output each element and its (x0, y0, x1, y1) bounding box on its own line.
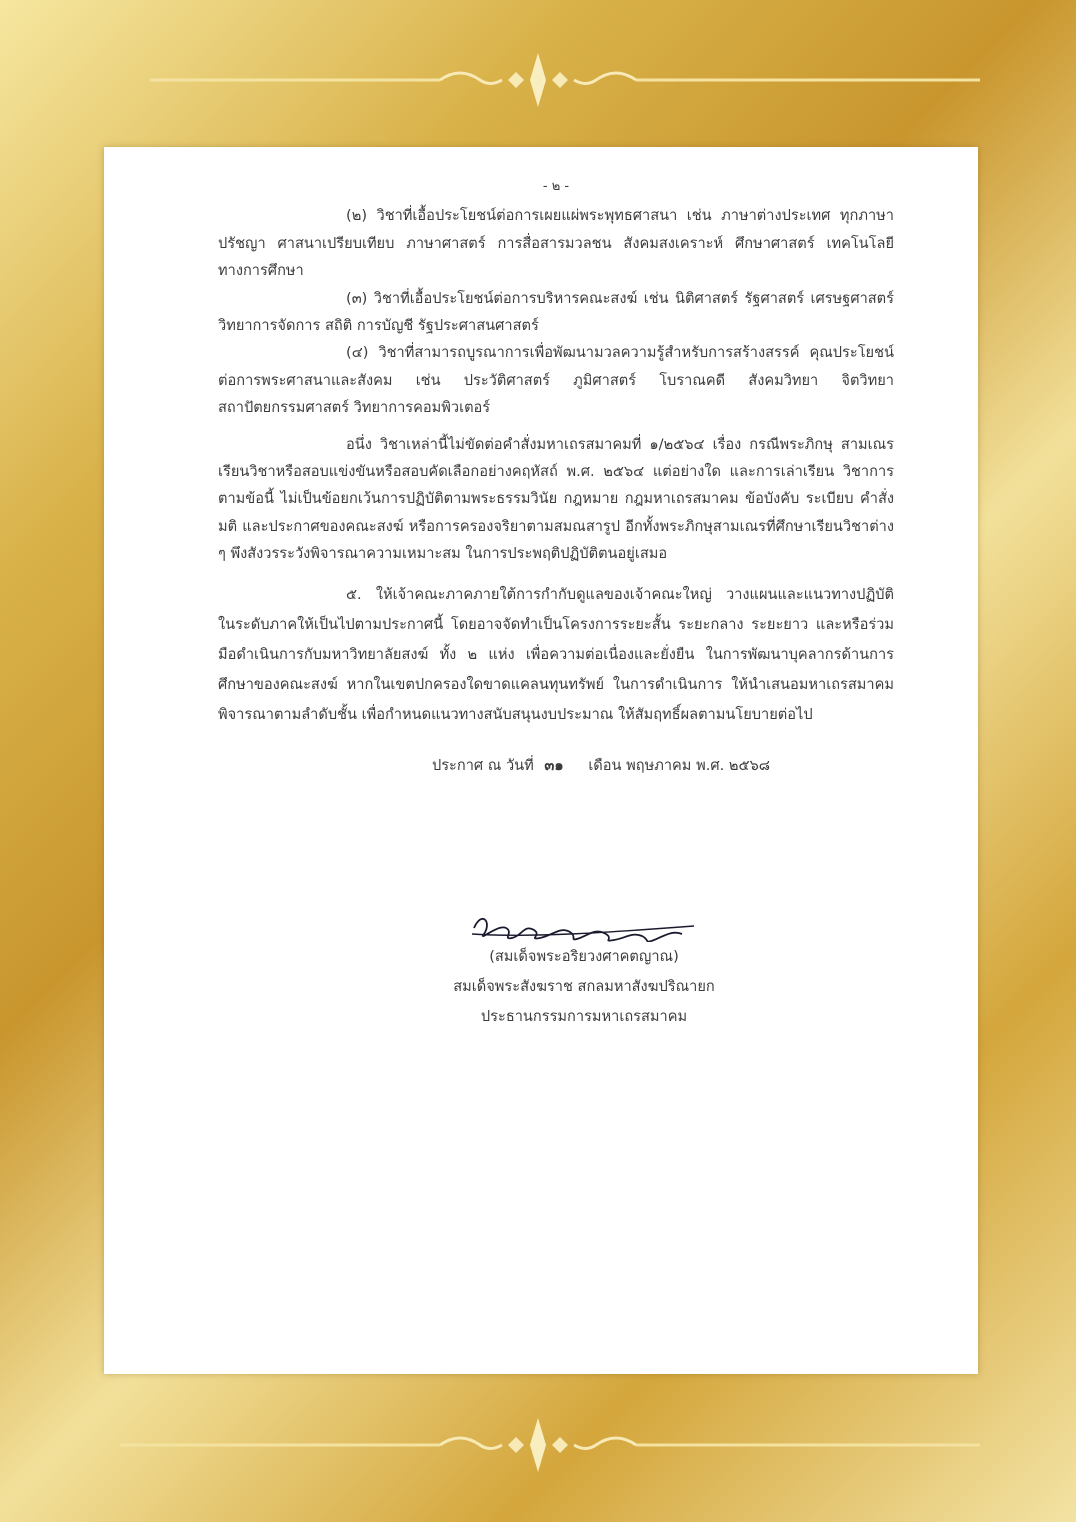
page-number: - ๒ - (542, 179, 570, 194)
dateline-day: ๓๑ (544, 756, 564, 774)
paragraph-item-5: ๕. ให้เจ้าคณะภาคภายใต้การกำกับดูแลของเจ้าคณะใหญ่ วางแผนและแนวทางปฏิบัติ ในระดับภาคให้เป็นไปตามประกาศนี้ โดยอาจจัดทำเป็นโครงการระยะสั้น ระยะกลาง ระยะยาว และหรือร่วมมือดำเนินการกับมหาวิทยาลัยสงฆ์ ทั้ง ๒ แห่ง เพื่อความต่อเนื่องและยั่งยืน ในการพัฒนาบุคลากรด้านการศึกษาของคณะสงฆ์ หากในเขตปกครองใดขาดแคลนทุนทรัพย์ ในการดำเนินการ ให้นำเสนอมหาเถรสมาคมพิจารณาตามลำดับชั้น เพื่อกำหนดแนวทางสนับสนุนงบประมาณ ให้สัมฤทธิ์ผลตามนโยบายต่อไป (218, 585, 894, 723)
paragraph-item-2: (๒) วิชาที่เอื้อประโยชน์ต่อการเผยแผ่พระพุทธศาสนา เช่น ภาษาต่างประเทศ ทุกภาษา ปรัชญา ศาสนาเปรียบเทียบ ภาษาศาสตร์ การสื่อสารมวลชน สังคมสงเคราะห์ ศึกษาศาสตร์ เทคโนโลยีทางการศึกษา (218, 207, 894, 280)
dateline-suffix: เดือน พฤษภาคม พ.ศ. ๒๕๖๘ (588, 756, 771, 774)
document-page (104, 147, 978, 1374)
paragraph-item-4: (๔) วิชาที่สามารถบูรณาการเพื่อพัฒนามวลความรู้สำหรับการสร้างสรรค์ คุณประโยชน์ต่อการพระศาสนาและสังคม เช่น ประวัติศาสตร์ ภูมิศาสตร์ โบราณคดี สังคมวิทยา จิตวิทยา สถาปัตยกรรมศาสตร์ วิทยาการคอมพิวเตอร์ (218, 344, 894, 417)
signature-block (404, 902, 764, 1032)
signer-name: (สมเด็จพระอริยวงศาคตญาณ) (489, 948, 679, 965)
paragraph-note: อนึ่ง วิชาเหล่านี้ไม่ขัดต่อคำสั่งมหาเถรสมาคมที่ ๑/๒๕๖๔ เรื่อง กรณีพระภิกษุ สามเณร เรียนวิชาหรือสอบแข่งขันหรือสอบคัดเลือกอย่างคฤหัสถ์ พ.ศ. ๒๕๖๔ แต่อย่างใด และการเล่าเรียน วิชาการตามข้อนี้ ไม่เป็นข้อยกเว้นการปฏิบัติตามพระธรรมวินัย กฎหมาย กฎมหาเถรสมาคม ข้อบังคับ ระเบียบ คำสั่ง มติ และประกาศของคณะสงฆ์ หรือการครองจริยาตามสมณสารูป อีกทั้งพระภิกษุสามเณรที่ศึกษาเรียนวิชาต่าง ๆ พึงสังวรระวังพิจารณาความเหมาะสม ในการประพฤติปฏิบัติตนอยู่เสมอ (218, 435, 894, 563)
signer-position: ประธานกรรมการมหาเถรสมาคม (480, 1008, 688, 1025)
ornament-divider-icon (0, 45, 1076, 115)
signature-icon (464, 902, 704, 942)
paragraph-item-3: (๓) วิชาที่เอื้อประโยชน์ต่อการบริหารคณะสงฆ์ เช่น นิติศาสตร์ รัฐศาสตร์ เศรษฐศาสตร์ วิทยาการจัดการ สถิติ การบัญชี รัฐประศาสนศาสตร์ (218, 289, 894, 335)
signer-title: สมเด็จพระสังฆราช สกลมหาสังฆปริณายก (453, 978, 715, 995)
ornament-divider-icon (0, 1410, 1076, 1480)
document-body (218, 173, 894, 779)
dateline-prefix: ประกาศ ณ วันที่ (431, 756, 534, 774)
dateline (218, 752, 894, 779)
